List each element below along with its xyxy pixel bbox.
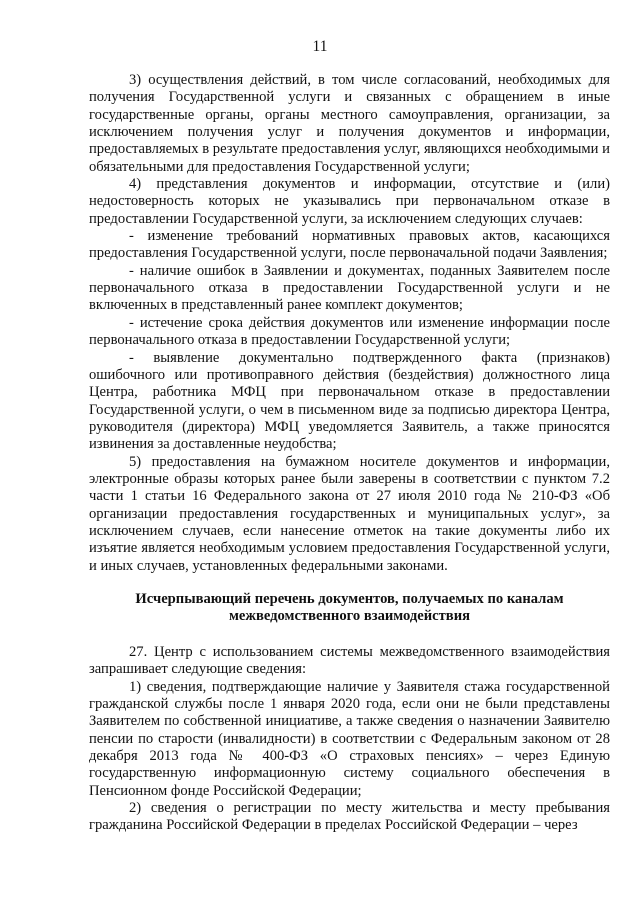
paragraph-27: 27. Центр с использованием системы межведомственного взаимодействия запрашивает следующие сведения: bbox=[89, 643, 610, 678]
list-item-document-expiry: - истечение срока действия документов или изменение информации после первоначального отказа в предоставлении Государственной услуги; bbox=[89, 314, 610, 349]
list-item-regulation-change: - изменение требований нормативных правовых актов, касающихся предоставления Государственной услуги, после первоначальной подачи Заявления; bbox=[89, 228, 610, 262]
paragraph-item-3: 3) осуществления действий, в том числе согласований, необходимых для получения Государственной услуги и связанных с обращением в иные государственные органы, органы местного самоуправления, организации, за исключением получения услуг и получения документов и информации, предоставляемых в результате предоставления услуг, являющихся необходимыми и обязательными для предоставления Государственной услуги; bbox=[89, 72, 610, 175]
paragraph-item-5: 5) предоставления на бумажном носителе документов и информации, электронные образы которых ранее были заверены в соответствии с пунктом 7.2 части 1 статьи 16 Федерального закона от 27 июля 2010 года № 210-ФЗ «Об организации предоставления государственных и муниципальных услуг», за исключением случаев, если нанесение отметок на такие документы либо их изъятие является необходимым условием предоставления Государственной услуги, и иных случаев, установленных федеральными законами. bbox=[89, 453, 610, 574]
section-heading: Исчерпывающий перечень документов, получаемых по каналам межведомственного взаимодействия bbox=[135, 590, 564, 625]
paragraph-item-4: 4) представления документов и информации, отсутствие и (или) недостоверность которых не указывались при первоначальном отказе в предоставлении Государственной услуги, за исключением следующих случаев: bbox=[89, 176, 610, 227]
list-item-document-errors: - наличие ошибок в Заявлении и документах, поданных Заявителем после первоначального отказа в предоставлении Государственной услуги и не включенных в представленный ранее комплект документов; bbox=[89, 262, 610, 314]
list-item-official-error: - выявление документально подтвержденного факта (признаков) ошибочного или противоправного действия (бездействия) должностного лица Центра, работника МФЦ при первоначальном отказе в предоставлении Государственной услуги, о чем в письменном виде за подписью директора Центра, руководителя (директора) МФЦ уведомляется Заявитель, а также приносятся извинения за доставленные неудобства; bbox=[89, 349, 610, 453]
paragraph-27-item-1: 1) сведения, подтверждающие наличие у Заявителя стажа государственной гражданской службы после 1 января 2020 года, если они не были представлены Заявителем по собственной инициативе, а также сведения о назначении Заявителю пенсии по старости (инвалидности) в соответствии с Федеральным законом от 28 декабря 2013 года № 400-ФЗ «О страховых пенсиях» – через Единую государственную информационную систему социального обеспечения в Пенсионном фонде Российской Федерации; bbox=[89, 678, 610, 799]
page-number: 11 bbox=[312, 38, 328, 55]
paragraph-27-item-2: 2) сведения о регистрации по месту жительства и месту пребывания гражданина Российской Федерации в пределах Российской Федерации – через bbox=[89, 800, 610, 834]
document-body bbox=[89, 72, 610, 835]
